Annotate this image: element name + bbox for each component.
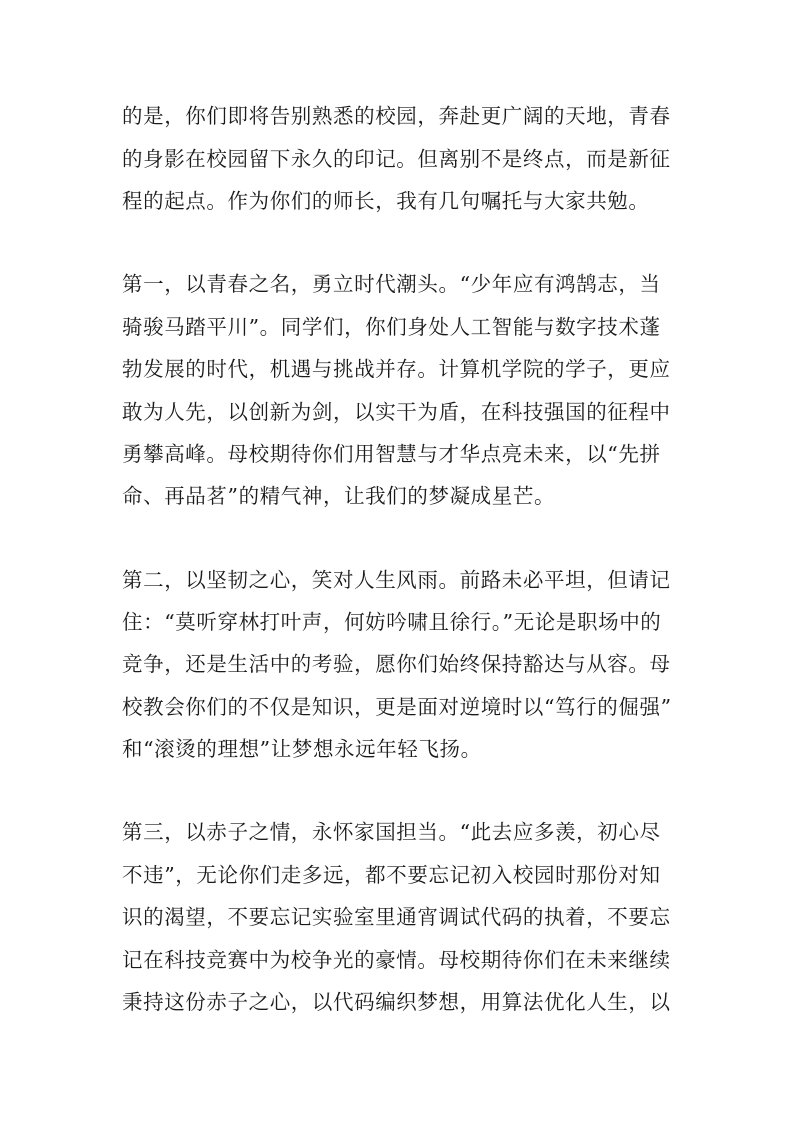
text-line: 校教会你们的不仅是知识，更是面对逆境时以“笃行的倔强”: [122, 695, 672, 719]
text-line: 勇攀高峰。母校期待你们用智慧与才华点亮未来，以“先拼: [122, 442, 661, 466]
text-line: 识的渴望，不要忘记实验室里通宵调试代码的执着，不要忘: [122, 905, 671, 929]
text-line: 的是，你们即将告别熟悉的校园，奔赴更广阔的天地，青春: [122, 104, 671, 128]
text-line: 命、再品茗”的精气神，让我们的梦凝成星芒。: [122, 484, 556, 508]
text-line: 勃发展的时代，机遇与挑战并存。计算机学院的学子，更应: [122, 357, 671, 381]
text-line: 敢为人先，以创新为剑，以实干为盾，在科技强国的征程中: [122, 400, 671, 424]
text-line: 竞争，还是生活中的考验，愿你们始终保持豁达与从容。母: [122, 652, 671, 676]
text-line: 骑骏马踏平川”。同学们，你们身处人工智能与数字技术蓬: [122, 315, 661, 339]
text-line: 秉持这份赤子之心，以代码编织梦想，用算法优化人生，以: [122, 990, 671, 1014]
text-line: 的身影在校园留下永久的印记。但离别不是终点，而是新征: [122, 147, 671, 171]
text-line: 和“滚烫的理想”让梦想永远年轻飞扬。: [122, 737, 482, 761]
text-line: 不违”，无论你们走多远，都不要忘记初入校园时那份对知: [122, 863, 661, 887]
text-line: 第二，以坚韧之心，笑对人生风雨。前路未必平坦，但请记: [122, 568, 671, 592]
text-line: 住：“莫听穿林打叶声，何妨吟啸且徐行。”无论是职场中的: [122, 610, 662, 634]
text-line: 程的起点。作为你们的师长，我有几句嘱托与大家共勉。: [122, 189, 650, 213]
text-line: 第三，以赤子之情，永怀家国担当。“此去应多羡，初心尽: [122, 820, 661, 844]
text-line: 第一，以青春之名，勇立时代潮头。“少年应有鸿鹄志，当: [122, 272, 661, 296]
text-line: 记在科技竞赛中为校争光的豪情。母校期待你们在未来继续: [122, 948, 671, 972]
